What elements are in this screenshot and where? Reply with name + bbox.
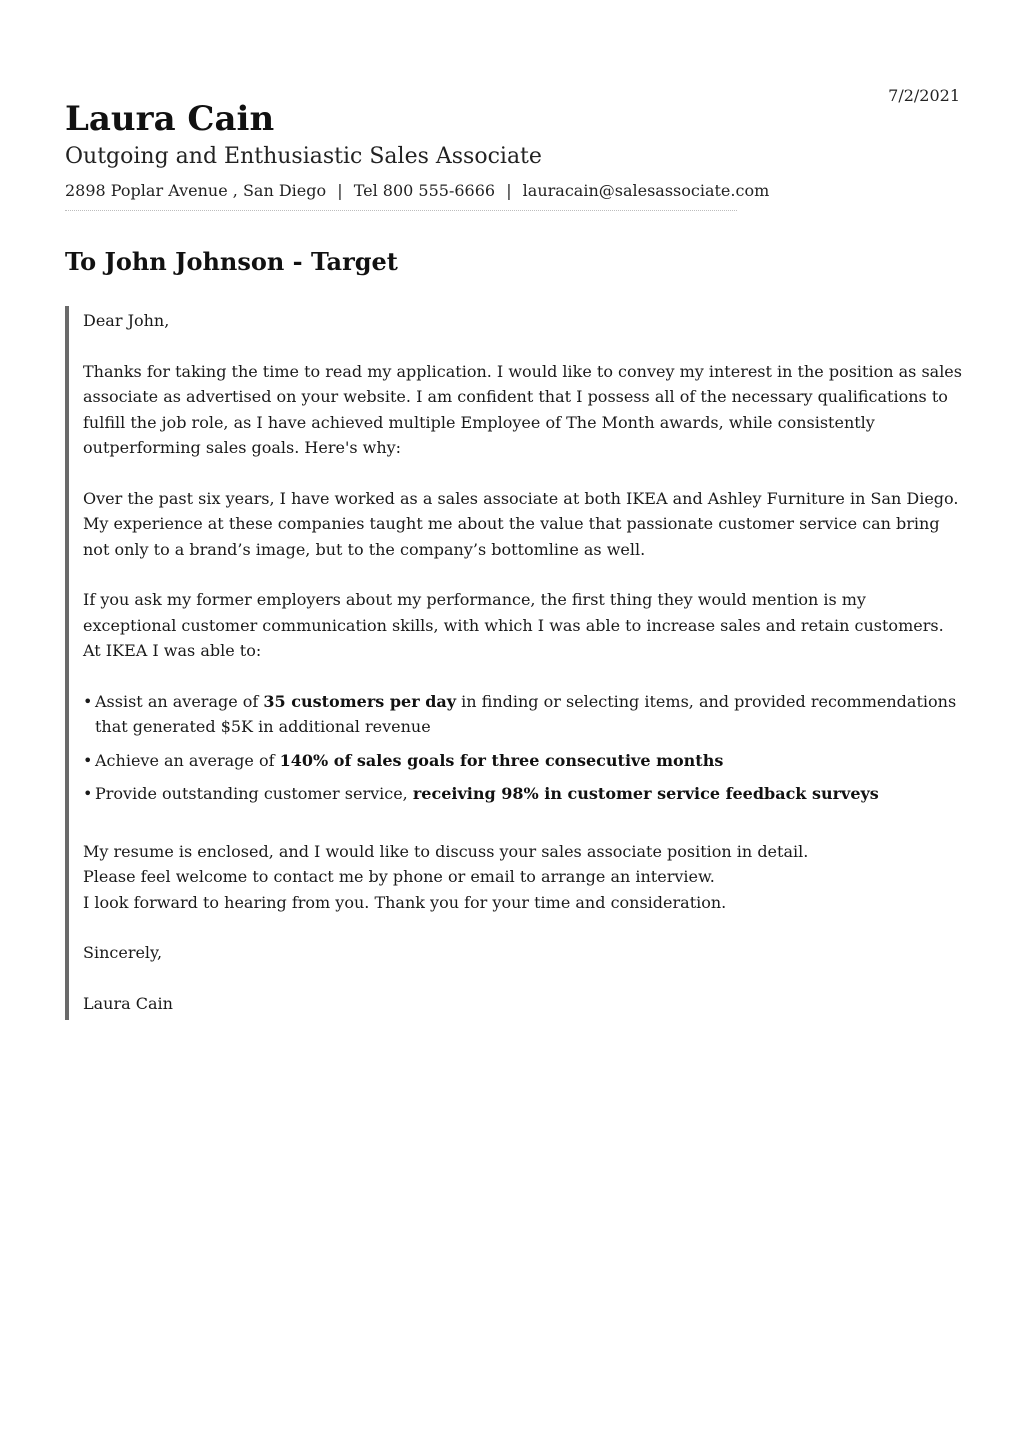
achievement-list	[83, 689, 962, 807]
achievement-text: Assist an average of	[95, 691, 264, 711]
closing-line: My resume is enclosed, and I would like to discuss your sales associate position in detail.	[83, 841, 809, 861]
contact-separator: |	[506, 181, 512, 200]
letter-paragraph: Over the past six years, I have worked as a sales associate at both IKEA and Ashley Furniture in San Diego. My experience at these companies taught me about the value that passionate customer service can bring not only to a brand’s image, but to the company’s bottomline as well.	[83, 488, 959, 559]
letter-signature: Laura Cain	[83, 993, 173, 1013]
letter-greeting: Dear John,	[83, 311, 170, 330]
achievement-item	[83, 689, 962, 740]
closing-line: Please feel welcome to contact me by phone or email to arrange an interview.	[83, 867, 715, 886]
bullet-marker: •	[83, 691, 93, 711]
closing-paragraph	[83, 839, 962, 916]
achievement-item	[83, 748, 962, 774]
achievement-highlight: 35 customers per day	[263, 691, 457, 711]
applicant-headline: Outgoing and Enthusiastic Sales Associate	[65, 144, 542, 169]
contact-separator: |	[337, 181, 343, 200]
recipient-heading: To John Johnson - Target	[65, 247, 398, 276]
letter-signoff: Sincerely,	[83, 943, 163, 962]
achievement-highlight: receiving 98% in customer service feedback surveys	[412, 784, 879, 803]
letter-paragraph: Thanks for taking the time to read my application. I would like to convey my interest in the position as sales associate as advertised on your website. I am confident that I possess all of the necessary qualifications to fulfill the job role, as I have achieved multiple Employee of The Month awards, while consistently outperforming sales goals. Here's why:	[83, 361, 962, 457]
achievement-text: in finding or selecting items, and provided recommendations that generated $5K in additional revenue	[95, 691, 957, 736]
bullet-marker: •	[83, 784, 93, 803]
letter-body	[65, 306, 962, 1020]
applicant-name: Laura Cain	[65, 99, 275, 139]
contact-phone: Tel 800 555-6666	[353, 181, 496, 200]
closing-line: I look forward to hearing from you. Thank you for your time and consideration.	[83, 892, 727, 912]
letter-date: 7/2/2021	[888, 86, 960, 105]
achievement-text: Achieve an average of	[95, 750, 280, 770]
achievement-highlight: 140% of sales goals for three consecutive months	[279, 750, 724, 770]
bullet-marker: •	[83, 750, 93, 770]
achievement-text: Provide outstanding customer service,	[95, 784, 413, 803]
contact-address: 2898 Poplar Avenue , San Diego	[65, 181, 327, 200]
contact-line	[65, 180, 770, 211]
letter-paragraph: If you ask my former employers about my performance, the first thing they would mention is my exceptional customer communication skills, with which I was able to increase sales and retain customers. At IKEA I was able to:	[83, 590, 944, 660]
achievement-item	[83, 781, 962, 807]
letter-header	[65, 96, 770, 211]
contact-email: lauracain@salesassociate.com	[522, 181, 770, 200]
